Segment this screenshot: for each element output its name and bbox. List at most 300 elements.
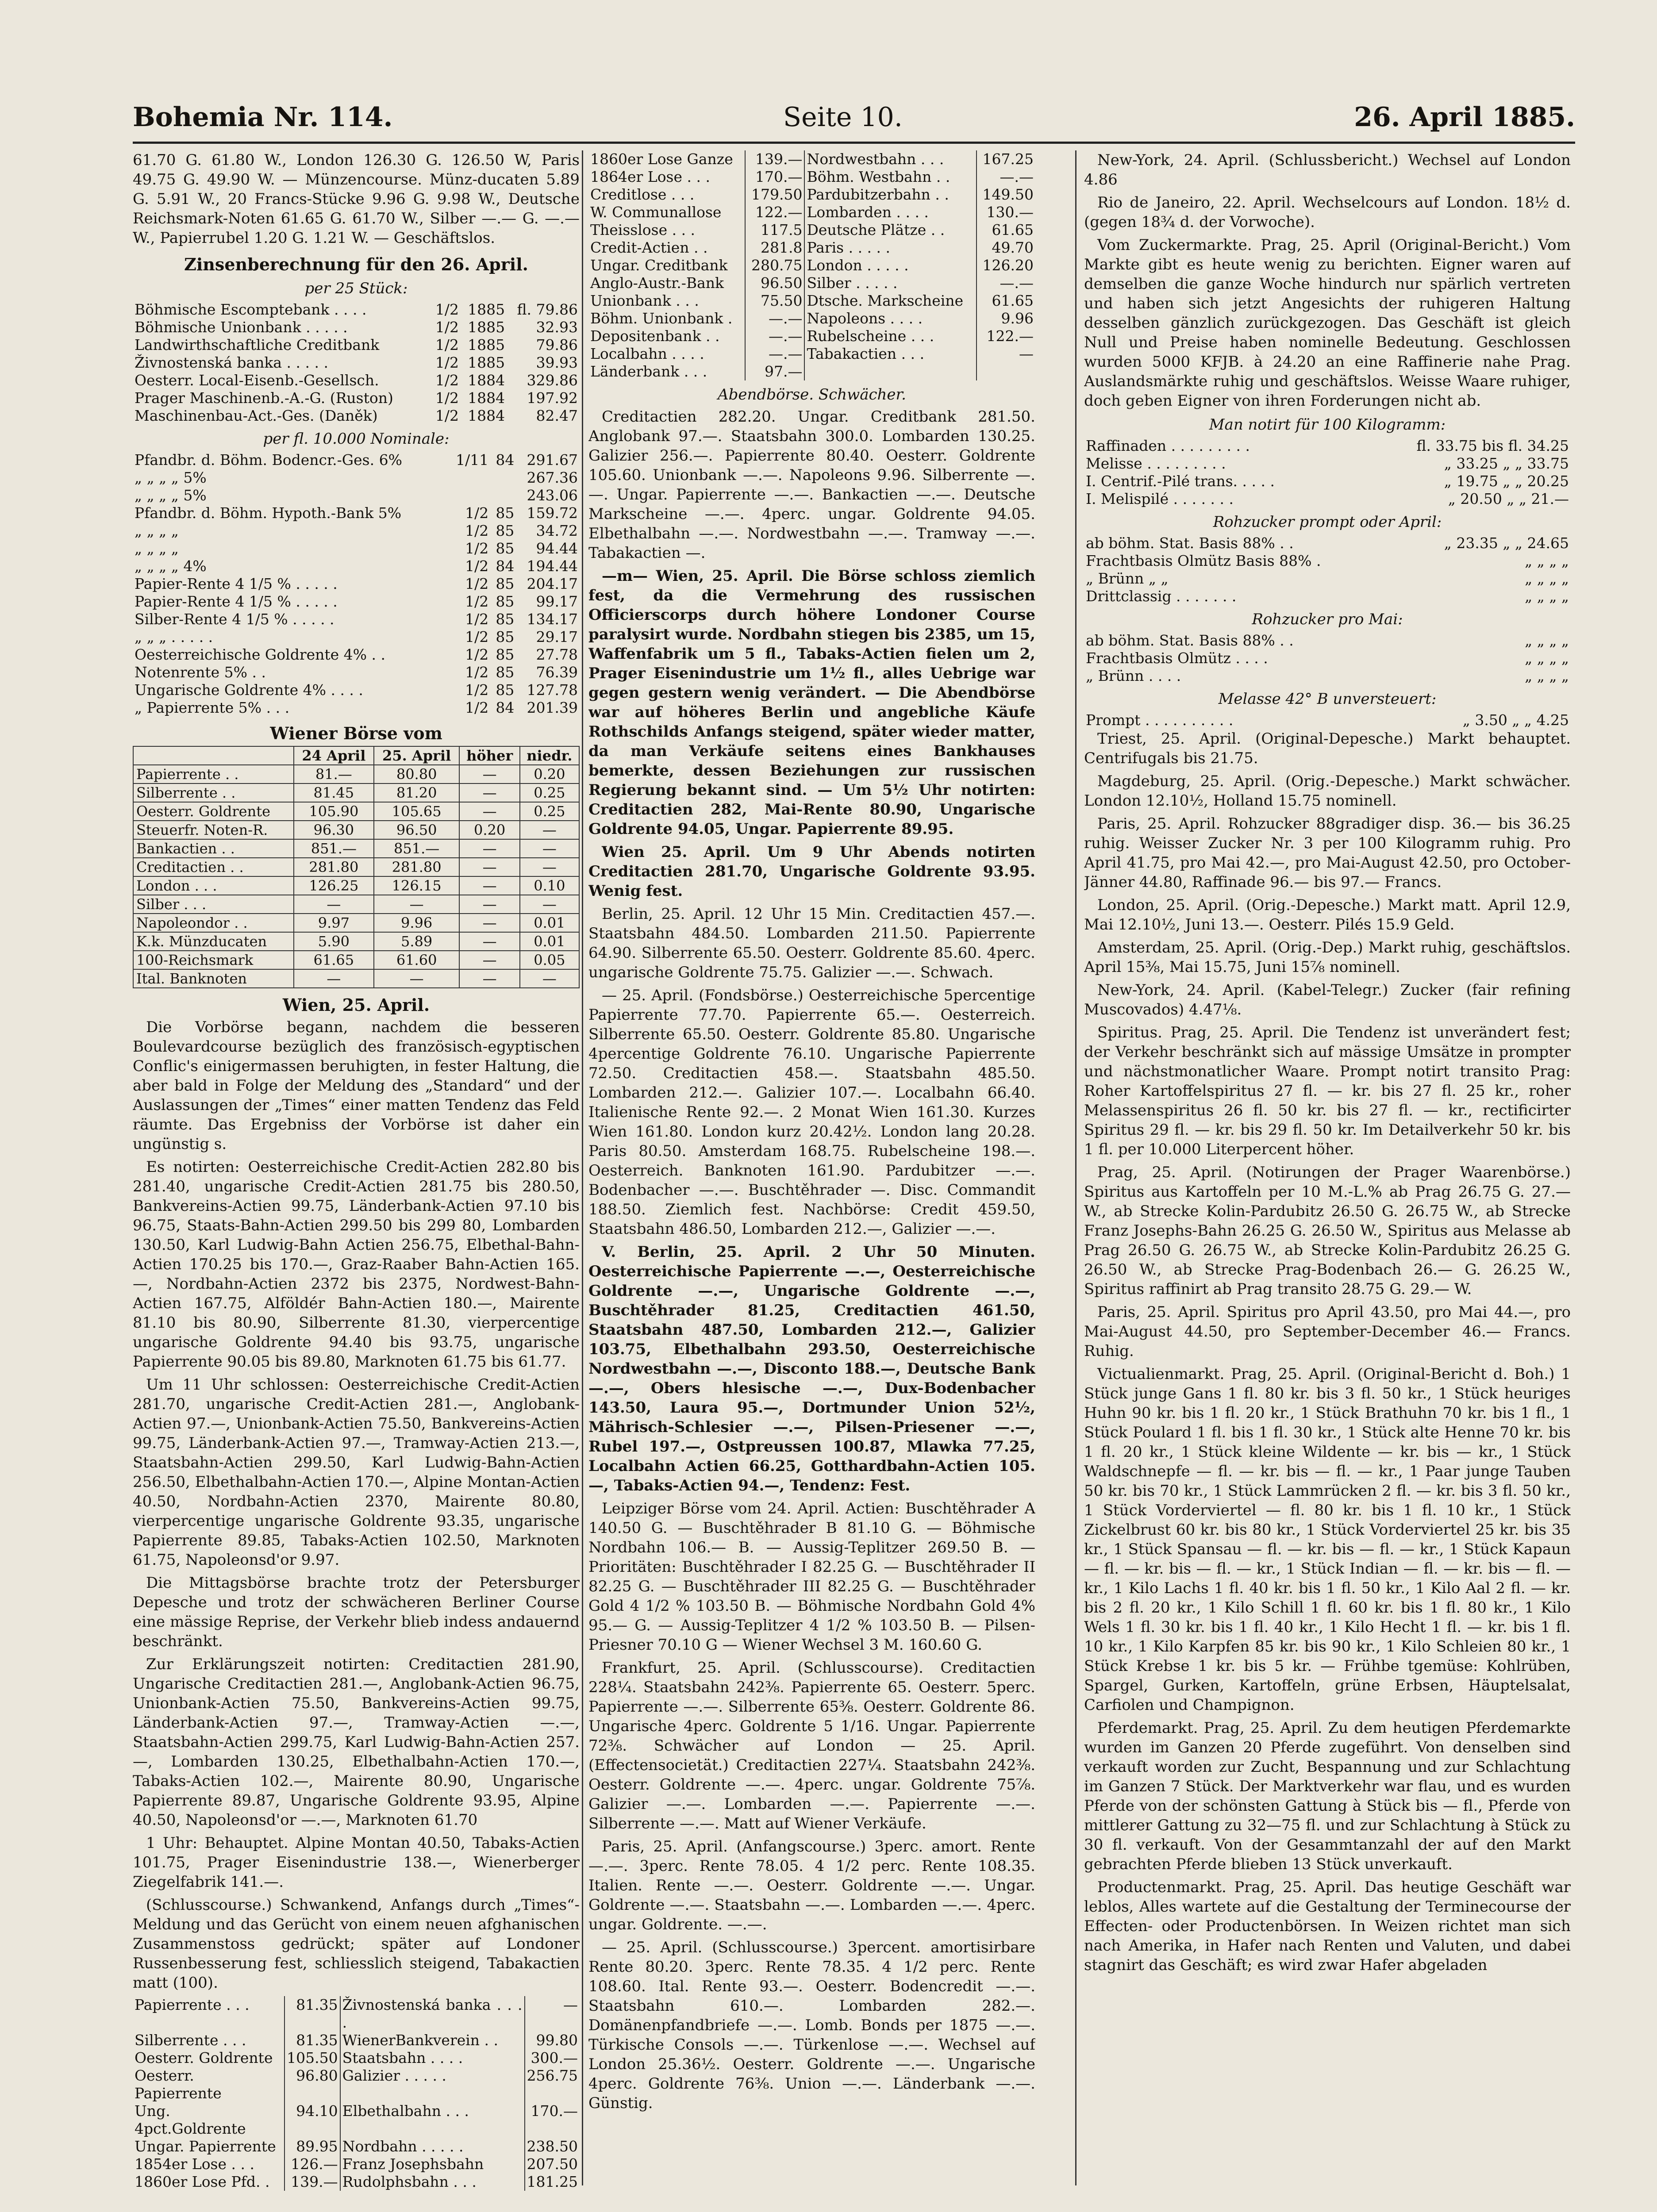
table-row xyxy=(133,914,579,932)
fraction: 1/2 xyxy=(435,407,459,424)
table-row xyxy=(1084,649,1571,667)
amount: 34.72 xyxy=(536,522,578,539)
fraction: 1/2 xyxy=(435,354,459,371)
wien-report xyxy=(133,1018,580,1993)
security-name: Maschinenbau-Act.-Ges. (Daněk) xyxy=(135,407,378,424)
year: 84 xyxy=(496,557,515,575)
pfand-table xyxy=(133,451,580,717)
security-name: Oesterreichische Goldrente 4% . . xyxy=(135,646,385,663)
amount: 82.47 xyxy=(536,407,578,424)
table-row xyxy=(133,765,579,783)
table-row xyxy=(133,504,580,522)
table-row xyxy=(588,168,1035,186)
fraction: 1/2 xyxy=(465,522,489,539)
quote-value: 97.— xyxy=(745,363,804,380)
quote-value: 0.10 xyxy=(520,876,579,895)
product-name: Frachtbasis Olmütz . . . . xyxy=(1086,649,1268,667)
fraction: 1/2 xyxy=(465,557,489,575)
quote-value: 851.— xyxy=(374,839,460,858)
quote-value: 94.10 xyxy=(284,2102,340,2138)
amount: 99.17 xyxy=(536,593,578,610)
market-paragraph: London, 25. April. (Orig.-Depesche.) Markt matt. April 12.9, Mai 12.10½, Juni 13.—. Oesterr. Pilés 15.9 Geld. xyxy=(1084,896,1571,933)
amount: 159.72 xyxy=(527,504,578,522)
price-range: „ 23.35 „ „ 24.65 xyxy=(1444,534,1569,552)
table-row xyxy=(133,2173,580,2191)
quote-value: 0.01 xyxy=(520,914,579,932)
product-name: „ Brünn . . . . xyxy=(1086,667,1181,684)
security-name: Ung. 4pct.Goldrente xyxy=(133,2102,284,2138)
header-date: 26. April 1885. xyxy=(1354,102,1575,133)
amount: 39.93 xyxy=(536,354,578,371)
table-row xyxy=(133,858,579,876)
zinsen-table xyxy=(133,301,580,425)
security-name: Unionbank . . . xyxy=(588,292,745,310)
amount: fl. 79.86 xyxy=(517,301,578,318)
quote-value: — xyxy=(459,783,519,802)
spiritus-report-3: Paris, 25. April. Spiritus pro April 43.50, pro Mai 44.—, pro Mai-August 44.50, pro September-December 46.— Francs. Ruhig. xyxy=(1084,1303,1571,1360)
security-name: Lombarden . . . . xyxy=(804,204,977,221)
security-name: Nordwestbahn . . . xyxy=(804,150,977,168)
year: 85 xyxy=(496,628,515,645)
year: 1884 xyxy=(468,389,505,407)
boerse-header-cell: niedr. xyxy=(520,746,579,765)
security-name: 1854er Lose . . . xyxy=(133,2155,284,2173)
security-name: Oesterr. Local-Eisenb.-Gesellsch. xyxy=(135,372,379,389)
year: 85 xyxy=(496,540,515,557)
market-paragraph: Magdeburg, 25. April. (Orig.-Depesche.) Markt schwächer. London 12.10½, Holland 15.75 nominell. xyxy=(1084,772,1571,810)
security-name: „ „ „ „ 5% xyxy=(135,487,207,504)
security-name: Böhmische Escomptebank . . . . xyxy=(135,301,367,318)
product-name: I. Centrif.-Pilé trans. . . . . xyxy=(1086,472,1275,490)
table-row xyxy=(1084,534,1571,552)
table-row xyxy=(588,310,1035,327)
security-name: „ „ „ . . . . . xyxy=(135,628,213,645)
table-row xyxy=(133,354,580,372)
security-name: Oesterr. Papierrente xyxy=(133,2067,284,2102)
security-name: Elbethalbahn . . . xyxy=(340,2102,525,2138)
table-row xyxy=(133,2102,580,2138)
column-divider xyxy=(582,150,583,2185)
fraction: 1/2 xyxy=(465,504,489,522)
quote-value: 9.96 xyxy=(1001,310,1034,327)
product-name: I. Melispilé . . . . . . . xyxy=(1086,490,1234,507)
security-name: Papier-Rente 4 1/5 % . . . . . xyxy=(135,575,338,592)
table-row xyxy=(1084,632,1571,649)
header-page-number: Seite 10. xyxy=(783,102,903,133)
security-name: Papier-Rente 4 1/5 % . . . . . xyxy=(135,593,338,610)
fraction: 1/2 xyxy=(465,611,489,628)
year: 1884 xyxy=(468,407,505,424)
quote-value: 126.25 xyxy=(294,876,374,895)
year: 1885 xyxy=(468,354,505,371)
paris-report-1: Paris, 25. April. (Anfangscourse.) 3perc. amort. Rente —.—. 3perc. Rente 78.05. 4 1/2 perc. Rente 108.35. Italien. Rente —.—. Oesterr. Goldrente —.—. Ungar. Goldrente —.—. Staatsbahn —.—. Lombarden —.—. 4perc. ungar. Goldrente. —.—. xyxy=(588,1838,1035,1933)
table-row xyxy=(1084,552,1571,570)
price-range: „ 19.75 „ „ 20.25 xyxy=(1444,472,1569,490)
security-name: Notenrente 5% . . xyxy=(135,664,266,681)
year: 1885 xyxy=(468,336,505,353)
security-name: Silber . . . xyxy=(133,895,294,914)
quote-value: 49.70 xyxy=(992,239,1034,256)
security-name: „ „ „ „ xyxy=(135,540,179,557)
quote-value: —.— xyxy=(1000,168,1034,185)
table-row xyxy=(133,389,580,407)
security-name: Silber-Rente 4 1/5 % . . . . . xyxy=(135,611,334,628)
fraction: 1/2 xyxy=(465,575,489,592)
close-table xyxy=(133,1996,580,2191)
security-name: Bankactien . . xyxy=(133,839,294,858)
security-name: 100-Reichsmark xyxy=(133,951,294,969)
table-row xyxy=(133,646,580,664)
page-header xyxy=(133,102,1575,142)
quote-value: 81.20 xyxy=(374,783,460,802)
column-divider xyxy=(1075,150,1076,2185)
quote-value: — xyxy=(459,951,519,969)
fraction: 1/2 xyxy=(435,389,459,407)
table-row xyxy=(133,681,580,699)
quote-value xyxy=(977,363,1035,380)
quote-value: — xyxy=(459,802,519,821)
amount: 329.86 xyxy=(527,372,578,389)
quote-value: — xyxy=(459,932,519,951)
table-row xyxy=(133,628,580,646)
table-row xyxy=(588,363,1035,380)
quote-value: 167.25 xyxy=(982,150,1034,168)
quote-value: — xyxy=(459,839,519,858)
table-row xyxy=(133,407,580,425)
quote-value: 9.97 xyxy=(294,914,374,932)
amount: 204.17 xyxy=(527,575,578,592)
table-row xyxy=(133,932,579,951)
amount: 134.17 xyxy=(527,611,578,628)
frankfurt-report: Frankfurt, 25. April. (Schlusscourse). Creditactien 228¼. Staatsbahn 242⅜. Papierrente 65. Oesterr. 5perc. Papierrente —.—. Silberrente 65⅜. Oesterr. Goldrente 86. Ungarische 4perc. Goldrente 5 1/16. Ungar. Papierrente 72⅜. Schwächer auf London — 25. April. (Effectensocietät.) Creditactien 227¼. Staatsbahn 242⅜. Oesterr. Goldrente —.—. 4perc. ungar. Goldrente 75⅞. Galizier —.—. Lombarden —.—. Papierrente —.—. Silberrente —.—. Matt auf Wiener Verkäufe. xyxy=(588,1659,1035,1832)
security-name: 1860er Lose Ganze xyxy=(588,150,745,168)
table-row xyxy=(133,821,579,839)
table-row xyxy=(133,593,580,611)
security-name: Pfandbr. d. Böhm. Bodencr.-Ges. 6% xyxy=(135,451,402,469)
fraction: 1/11 xyxy=(456,451,489,469)
year: 85 xyxy=(496,664,515,681)
fraction xyxy=(448,487,490,504)
security-name: Länderbank . . . xyxy=(588,363,745,380)
price-range: „ „ „ „ xyxy=(1525,632,1569,649)
security-name: K.k. Münzducaten xyxy=(133,932,294,951)
quote-value: 96.30 xyxy=(294,821,374,839)
newyork-report: New-York, 24. April. (Schlussbericht.) Wechsel auf London 4.86 xyxy=(1084,151,1571,188)
spiritus-report-2: Prag, 25. April. (Notirungen der Prager Waarenbörse.) Spiritus aus Kartoffeln per 10 M.-L.% ab Prag 26.75 G. 27.— W., ab Strecke Kolin-Pardubitz 26.50 G. 26.75 W., ab Strecke Franz Josephs-Bahn 26.25 G. 26.50 W., Spiritus aus Melasse ab Prag 26.50 G. 26.75 W., ab Strecke Kolin-Pardubitz 26.25 G. 26.50 W., ab Strecke Prag-Bodenbach 26.— G. 26.25 W., Spiritus raffinirt ab Prag transito 28.75 G. 29.— W. xyxy=(1084,1164,1571,1298)
table-row xyxy=(1084,588,1571,605)
amount: 197.92 xyxy=(527,389,578,407)
wien-evening-report: —m— Wien, 25. April. Die Börse schloss ziemlich fest, da die Vermehrung des russischen Officierscorps durch höhere Londoner Course paralysirt wurde. Nordbahn stiegen bis 2385, um 15, Waffenfabrik um 5 fl., Tabaks-Actien fielen um 2, Prager Eisenindustrie um 1½ fl., alles Uebrige war gegen gestern wenig verändert. — Die Abendbörse war auf höheres Berlin und angebliche Käufe Rothschilds Anfangs steigend, später wieder matter, da man Verkäufe seitens eines Bankhauses bemerkte, dessen Beziehungen zur russischen Regierung bekannt sind. — Um 5½ Uhr notirten: Creditactien 282, Mai-Rente 80.90, Ungarische Goldrente 94.05, Ungar. Papierrente 89.95. xyxy=(588,567,1035,838)
table-row xyxy=(133,540,580,557)
header-masthead: Bohemia Nr. 114. xyxy=(133,102,393,133)
victualien-report: Victualienmarkt. Prag, 25. April. (Original-Bericht d. Boh.) 1 Stück junge Gans 1 fl. 80 kr. bis 3 fl. 50 kr., 1 Stück heuriges Huhn 90 kr. bis 1 fl. 20 kr., 1 Stück Brathuhn 70 kr. bis 1 fl., 1 Stück Poulard 1 fl. bis 1 fl. 30 kr., 1 Stück alte Henne 70 kr. bis 1 fl. 20 kr., 1 Stück kleine Wildente — kr. bis — kr., 1 Stück Waldschnepfe — fl. — kr. bis — fl. — kr., 1 Paar junge Tauben 50 kr. bis 70 kr., 1 Stück Lammrücken 2 fl. — kr. bis 3 fl. 50 kr., 1 Stück Vorderviertel — fl. 80 kr. bis 1 fl. 10 kr., 1 Stück Zickelbrust 60 kr. bis 80 kr., 1 Stück Vorderviertel 25 kr. bis 35 kr., 1 Stück Spansau — fl. — kr. bis — fl. — kr., 1 Stück Kapaun — fl. — kr. bis — fl. — kr., 1 Stück Indian — fl. — kr. bis — fl. — kr., 1 Kilo Lachs 1 fl. 40 kr. bis 1 fl. 50 kr., 1 Kilo Aal 2 fl. — kr. bis 2 fl. 20 kr., 1 Kilo Schill 1 fl. 60 kr. bis 1 fl. 80 kr., 1 Kilo Wels 1 fl. 30 kr. bis 1 fl. 40 kr., 1 Kilo Hecht 1 fl. — kr. bis 1 fl. 10 kr., 1 Kilo Karpfen 85 kr. bis 90 kr., 1 Kilo Schleien 80 kr., 1 Stück Krebse 1 kr. bis 5 kr. — Frühbe tgemüse: Kohlrüben, Spargel, Gurken, Kartoffeln, grüne Erbsen, Häuptelsalat, Carfiolen und Champignon. xyxy=(1084,1365,1571,1714)
security-name: Oesterr. Goldrente xyxy=(133,2049,284,2067)
quote-value: 181.25 xyxy=(527,2173,578,2190)
zucker-subtitle: Man notirt für 100 Kilogramm: xyxy=(1209,416,1446,434)
table-row xyxy=(133,522,580,540)
year: 1885 xyxy=(468,319,505,336)
security-name: Rubelscheine . . . xyxy=(804,327,977,345)
quote-value: — xyxy=(374,895,460,914)
fraction: 1/2 xyxy=(465,646,489,663)
table-row xyxy=(133,876,579,895)
quote-value: — xyxy=(520,821,579,839)
table-row xyxy=(588,150,1035,168)
top-quotes-table xyxy=(588,150,1035,380)
quote-value: 99.80 xyxy=(536,2032,578,2049)
table-row xyxy=(133,611,580,628)
report-paragraph: (Schlusscourse.) Schwankend, Anfangs durch „Times“-Meldung und das Gerücht von einem neuen afghanischen Zusammenstoss gedrückt; später auf Londoner Russenbesserung fest, schliesslich steigend, Tabakactien matt (100). xyxy=(133,1896,580,1992)
table-row xyxy=(1084,667,1571,685)
fraction: 1/2 xyxy=(465,540,489,557)
column-1 xyxy=(133,150,580,2203)
table-row xyxy=(133,575,580,593)
security-name: Pardubitzerbahn . . xyxy=(804,186,977,204)
table-row xyxy=(1084,490,1571,508)
table-row xyxy=(588,274,1035,292)
fraction: 1/2 xyxy=(435,301,459,318)
abend-title: Abendbörse. Schwächer. xyxy=(718,386,906,403)
table-row xyxy=(133,2049,580,2067)
year: 85 xyxy=(496,593,515,610)
table-row xyxy=(133,951,579,969)
amount: 194.44 xyxy=(527,557,578,575)
table-row xyxy=(133,802,579,821)
security-name: „ „ „ „ 4% xyxy=(135,557,207,575)
security-name: London . . . xyxy=(133,876,294,895)
zucker-table xyxy=(1084,437,1571,508)
wien-night-report: Wien 25. April. Um 9 Uhr Abends notirten Creditactien 281.70, Ungarische Goldrente 93.95. Wenig fest. xyxy=(588,843,1035,900)
product-name: ab böhm. Stat. Basis 88% . . xyxy=(1086,534,1294,552)
quote-value: —.— xyxy=(745,327,804,345)
quote-value: 130.— xyxy=(986,204,1034,221)
quote-value: 96.50 xyxy=(745,274,804,292)
column-2 xyxy=(588,150,1035,2203)
table-row xyxy=(588,204,1035,221)
product-name: Drittclassig . . . . . . . xyxy=(1086,588,1237,605)
quote-value: 5.90 xyxy=(294,932,374,951)
report-paragraph: Um 11 Uhr schlossen: Oesterreichische Credit-Actien 281.70, ungarische Credit-Actien 281.—, Anglobank-Actien 97.—, Unionbank-Actien 75.50, Bankvereins-Actien 99.75, Länderbank-Actien 97.—, Tramway-Actien 213.—, Staatsbahn-Actien 299.50, Karl Ludwig-Bahn-Actien 256.50, Elbethalbahn-Actien 170.—, Alpine Montan-Actien 40.50, Nordbahn-Actien 2370, Mairente 80.80, vierpercentige ungarische Goldrente 93.35, ungarische Papierrente 89.85, Tabaks-Actien 102.50, Marknoten 61.75, Napoleonsd'or 9.97. xyxy=(133,1376,580,1569)
quote-value: 139.— xyxy=(284,2173,340,2191)
security-name: Böhmische Unionbank . . . . . xyxy=(135,319,348,336)
table-row xyxy=(133,451,580,469)
quote-value: 89.95 xyxy=(284,2138,340,2155)
security-name: Silber . . . . . xyxy=(804,274,977,292)
fraction xyxy=(448,469,490,487)
security-name: 1864er Lose . . . xyxy=(588,168,745,186)
quote-value: 256.75 xyxy=(527,2067,578,2084)
amount: 127.78 xyxy=(527,681,578,699)
security-name: Živnostenská banka . . . . . xyxy=(135,354,328,371)
product-name: ab böhm. Stat. Basis 88% . . xyxy=(1086,632,1294,649)
quote-value: 61.65 xyxy=(294,951,374,969)
security-name: Böhm. Westbahn . . xyxy=(804,168,977,186)
quote-value: 0.01 xyxy=(520,932,579,951)
quote-value: 61.60 xyxy=(374,951,460,969)
price-range: „ „ „ „ xyxy=(1525,649,1569,667)
table-row xyxy=(133,487,580,504)
security-name: Creditlose . . . xyxy=(588,186,745,204)
security-name: Živnostenská banka . . . . xyxy=(340,1996,525,2032)
table-row xyxy=(588,221,1035,239)
quote-value: 105.90 xyxy=(294,802,374,821)
price-range: „ „ „ „ xyxy=(1525,588,1569,605)
producten-report: Productenmarkt. Prag, 25. April. Das heutige Geschäft war leblos, Alles wartete auf die Gestaltung der Terminecourse der Effecten- oder Productenbörsen. In Weizen richtet man sich nach Amerika, in Hafer nach Renten und Valuten, und dabei stagnirt das Geschäft; es wird zwar Hafer abgeladen xyxy=(1084,1878,1571,1974)
boerse-header-cell: 24 April xyxy=(294,746,374,765)
quote-value: 281.80 xyxy=(294,858,374,876)
year: 84 xyxy=(496,451,515,469)
table-row xyxy=(588,345,1035,363)
year: 85 xyxy=(496,504,515,522)
quote-value: — xyxy=(459,858,519,876)
quote-value: 281.80 xyxy=(374,858,460,876)
table-row xyxy=(133,319,580,336)
amount: 267.36 xyxy=(527,469,578,486)
quote-value: — xyxy=(374,969,460,988)
boerse-title: Wiener Börse vom xyxy=(270,723,442,743)
zucker-report: Vom Zuckermarkte. Prag, 25. April (Original-Bericht.) Vom Markte gibt es heute wenig zu berichten. Eigner waren auf demselben die ganze Woche hindurch nur spärlich vertreten und haben sich jetzt Angesichts der ruhigeren Haltung desselben gänzlich zurückgezogen. Das Geschäft ist gleich Null und Preise haben nominelle Bedeutung. Geschlossen wurden 5000 KFJB. à 24.20 an eine Raffinerie nahe Prag. Auslandsmärkte ruhig und geschäftslos. Weisse Waare ruhiger, doch geben Eigner von ihren Forderungen nicht ab. xyxy=(1084,236,1571,410)
zucker-markets xyxy=(1084,729,1571,1019)
amount: 94.44 xyxy=(536,540,578,557)
table-row xyxy=(588,239,1035,257)
quote-value: 170.— xyxy=(531,2102,578,2120)
security-name: WienerBankverein . . xyxy=(340,2032,525,2049)
paris-report-2: — 25. April. (Schlusscourse.) 3percent. amortisirbare Rente 80.20. 3perc. Rente 78.35. 4 1/2 perc. Rente 108.60. Ital. Rente 93.—. Oesterr. Bodencredit —.—. Staatsbahn 610.—. Lombarden 282.—. Domänenpfandbriefe —.—. Lomb. Bonds per 1875 —.—. Türkische Consols —.—. Türkenlose —.—. Wechsel auf London 25.36½. Oesterr. Goldrente —.—. Ungarische 4perc. Goldrente 76⅜. Union —.—. Länderbank —.—. Günstig. xyxy=(588,1939,1035,2112)
quote-value: — xyxy=(459,895,519,914)
quote-value: 5.89 xyxy=(374,932,460,951)
security-name: Ungarische Goldrente 4% . . . . xyxy=(135,681,363,699)
quote-value: — xyxy=(459,969,519,988)
table-row xyxy=(588,327,1035,345)
quote-value: — xyxy=(459,914,519,932)
quote-value: 0.25 xyxy=(520,783,579,802)
leipzig-report: Leipziger Börse vom 24. April. Actien: Buschtěhrader A 140.50 G. — Buschtěhrader B 81.10 G. — Böhmische Nordbahn 106.— B. — Aussig-Teplitzer 269.50 B. — Prioritäten: Buschtěhrader I 82.25 G. — Buschtěhrader II 82.25 G. — Buschtěhrader III 82.25 G. — Buschtěhrader Gold 4 1/2 % 103.50 B. — Böhmische Nordbahn Gold 4% 95.— G. — Aussig-Teplitzer 4 1/2 % 103.50 B. — Pilsen-Priesner 70.10 G — Wiener Wechsel 3 M. 160.60 G. xyxy=(588,1500,1035,1654)
quote-value: 0.25 xyxy=(520,802,579,821)
quote-value: 300.— xyxy=(531,2049,578,2066)
table-row xyxy=(133,664,580,681)
table-row xyxy=(133,469,580,487)
quote-value: 126.— xyxy=(284,2155,340,2173)
fraction: 1/2 xyxy=(465,628,489,645)
quote-value: 81.— xyxy=(294,765,374,783)
security-name: Prager Maschinenb.-A.-G. (Ruston) xyxy=(135,389,393,407)
berlin-report-2: — 25. April. (Fondsbörse.) Oesterreichische 5percentige Papierrente 77.70. Papierrente 65.—. Oesterreich. Silberrente 65.50. Oesterr. Goldrente 85.80. Ungarische 4percentige Goldrente 76.10. Ungarische Papierrente 72.50. Creditactien 458.—. Staatsbahn 485.50. Lombarden 212.—. Galizier 107.—. Localbahn 66.40. Italienische Rente 92.—. 2 Monat Wien 161.30. Kurzes Wien 161.80. London kurz 20.42½. London lang 20.28. Paris 80.50. Amsterdam 168.75. Rubelscheine 198.—. Oesterreich. Banknoten 161.90. Pardubitzer —.—. Bodenbacher —.—. Buschtěhrader —. Disc. Commandit 188.50. Ziemlich fest. Nachbörse: Credit 459.50, Staatsbahn 486.50, Lombarden 212.—, Galizier —.—. xyxy=(588,987,1035,1238)
quote-value: — xyxy=(520,895,579,914)
header-rule xyxy=(133,142,1575,144)
quote-value: 126.20 xyxy=(982,257,1034,274)
market-paragraph: Triest, 25. April. (Original-Depesche.) Markt behauptet. Centrifugals bis 21.75. xyxy=(1084,730,1571,767)
table-row xyxy=(133,969,579,988)
quote-value: 96.50 xyxy=(374,821,460,839)
price-range: „ „ „ „ xyxy=(1525,552,1569,569)
fraction: 1/2 xyxy=(465,681,489,699)
zinsen-title: Zinsenberechnung für den 26. April. xyxy=(184,254,528,274)
report-paragraph: Die Vorbörse begann, nachdem die besseren Boulevardcourse bezüglich des französisch-egyptischen Conflic's einigermassen beruhigten, in fester Haltung, die aber bald in Folge der Meldung des „Standard“ und der Auslassungen der „Times“ einer matten Tendenz das Feld räumte. Das Ergebniss der Vorbörse ist daher ein ungünstig s. xyxy=(133,1018,580,1153)
product-name: Raffinaden . . . . . . . . . xyxy=(1086,437,1250,454)
boerse-header-cell: 25. April xyxy=(374,746,460,765)
security-name: Papierrente . . xyxy=(133,765,294,783)
security-name: W. Communallose xyxy=(588,204,745,221)
price-range: „ 33.25 „ „ 33.75 xyxy=(1444,455,1569,472)
year xyxy=(490,469,516,487)
fraction: 1/2 xyxy=(465,699,489,716)
table-row xyxy=(588,257,1035,274)
security-name: Paris . . . . . xyxy=(804,239,977,257)
year: 85 xyxy=(496,646,515,663)
security-name: „ Papierrente 5% . . . xyxy=(135,699,290,716)
quote-value: — xyxy=(1019,345,1034,362)
year: 1885 xyxy=(468,301,505,318)
quote-value: 281.8 xyxy=(745,239,804,257)
table-row xyxy=(1084,437,1571,455)
report-paragraph: Es notirten: Oesterreichische Credit-Actien 282.80 bis 281.40, ungarische Credit-Actien 281.75 bis 280.50, Bankvereins-Actien 99.75, Länderbank-Actien 97.10 bis 96.75, Staats-Bahn-Actien 299.50 bis 299 80, Lombarden 130.50, Karl Ludwig-Bahn Actien 256.75, Elbethal-Bahn-Actien 170.25 bis 170.—, Graz-Raaber Bahn-Actien 165.—, Nordbahn-Actien 2372 bis 2375, Nordwest-Bahn-Actien 167.75, Alföldér Bahn-Actien 180.—, Mairente 81.10 bis 80.90, Silberrente 81.30, vierpercentige ungarische Goldrente 94.40 bis 93.75, ungarische Papierrente 90.05 bis 89.80, Marknoten 61.75 bis 61.77. xyxy=(133,1158,580,1371)
security-name: Deutsche Plätze . . xyxy=(804,221,977,239)
security-name: Ungar. Creditbank xyxy=(588,257,745,274)
security-name: Böhm. Unionbank . xyxy=(588,310,745,327)
security-name: Depositenbank . . xyxy=(588,327,745,345)
quote-value: 851.— xyxy=(294,839,374,858)
quote-value: 207.50 xyxy=(527,2155,578,2173)
security-name: Papierrente . . . xyxy=(133,1996,284,2032)
quote-value: —.— xyxy=(1000,274,1034,292)
quote-value: — xyxy=(520,858,579,876)
price-range: fl. 33.75 bis fl. 34.25 xyxy=(1416,437,1569,454)
quote-value: 61.65 xyxy=(992,292,1034,309)
security-name: Creditactien . . xyxy=(133,858,294,876)
fraction: 1/2 xyxy=(465,664,489,681)
amount: 27.78 xyxy=(536,646,578,663)
quote-value: 0.05 xyxy=(520,951,579,969)
quote-value: 122.— xyxy=(986,327,1034,345)
quote-value: — xyxy=(563,1996,578,2013)
quote-value: 179.50 xyxy=(745,186,804,204)
security-name: Localbahn . . . . xyxy=(588,345,745,363)
price-range: „ „ „ „ xyxy=(1525,667,1569,684)
quote-value: — xyxy=(294,969,374,988)
quote-value: 81.35 xyxy=(284,2032,340,2049)
quote-value: — xyxy=(294,895,374,914)
table-row xyxy=(133,336,580,354)
year: 85 xyxy=(496,575,515,592)
market-paragraph: Paris, 25. April. Rohzucker 88gradiger disp. 36.— bis 36.25 ruhig. Weisser Zucker Nr. 3 per 100 Kilogramm ruhig. Pro April 41.75, pro Mai 42.—, pro Mai-August 42.50, pro October-Jänner 44.80, Raffinade 96.— bis 97.— Francs. xyxy=(1084,815,1571,891)
quote-value: —.— xyxy=(745,310,804,327)
wien-title: Wien, 25. April. xyxy=(282,995,430,1015)
product-name: „ Brünn „ „ xyxy=(1086,570,1169,587)
report-paragraph: Die Mittagsbörse brachte trotz der Petersburger Depesche und trotz der schwächeren Berliner Course eine mässige Reprise, der Verkehr blieb indess andauernd beschränkt. xyxy=(133,1574,580,1650)
market-paragraph: Amsterdam, 25. April. (Orig.-Dep.) Markt ruhig, geschäftslos. April 15⅜, Mai 15.75, Juni 15⅞ nominell. xyxy=(1084,939,1571,976)
table-row xyxy=(1084,472,1571,490)
year: 84 xyxy=(496,699,515,716)
zinsen-subtitle: per 25 Stück: xyxy=(304,280,408,297)
quote-value: 149.50 xyxy=(982,186,1034,203)
table-row xyxy=(588,186,1035,204)
quote-value: 122.— xyxy=(745,204,804,221)
amount: 76.39 xyxy=(536,664,578,681)
quote-value: 61.65 xyxy=(992,221,1034,238)
quote-value: 280.75 xyxy=(745,257,804,274)
quote-value: 117.5 xyxy=(745,221,804,239)
quote-value: 0.20 xyxy=(459,821,519,839)
melasse-label: Prompt . . . . . . . . . . xyxy=(1086,711,1234,729)
quote-value: 126.15 xyxy=(374,876,460,895)
product-name: Frachtbasis Olmütz Basis 88% . xyxy=(1086,552,1321,569)
boerse-header-cell: höher xyxy=(459,746,519,765)
quote-value: 75.50 xyxy=(745,292,804,310)
security-name: Oesterr. Goldrente xyxy=(133,802,294,821)
security-name: Tabakactien . . . xyxy=(804,345,977,363)
abend-report: Creditactien 282.20. Ungar. Creditbank 281.50. Anglobank 97.—. Staatsbahn 300.0. Lombarden 130.25. Galizier 256.—. Papierrente 80.40. Oesterr. Goldrente 105.60. Unionbank —.—. Napoleons 9.96. Silberrente —.—. Ungar. Papierrente —.—. Bankactien —.—. Deutsche Markscheine —.—. 4perc. ungar. Goldrente 94.05. Elbethalbahn —.—. Nordwestbahn —.—. Tramway —.—. Tabakactien —. xyxy=(588,408,1035,562)
pferde-report: Pferdemarkt. Prag, 25. April. Zu dem heutigen Pferdemarkte wurden im Ganzen 20 Pferde zugeführt. Von denselben sind verkauft worden zur Zucht, Bespannung und zur Schlachtung im Ganzen 7 Stück. Der Marktverkehr war flau, und es wurden Pferde von der schönsten Gattung à Stück bis — fl., Pferde von mittlerer Gattung zu 32—75 fl. und zur Schlachtung à Stück zu 30 fl. verkauft. Von der Gesammtanzahl der auf den Markt gebrachten Pferde blieben 13 Stück unverkauft. xyxy=(1084,1719,1571,1873)
